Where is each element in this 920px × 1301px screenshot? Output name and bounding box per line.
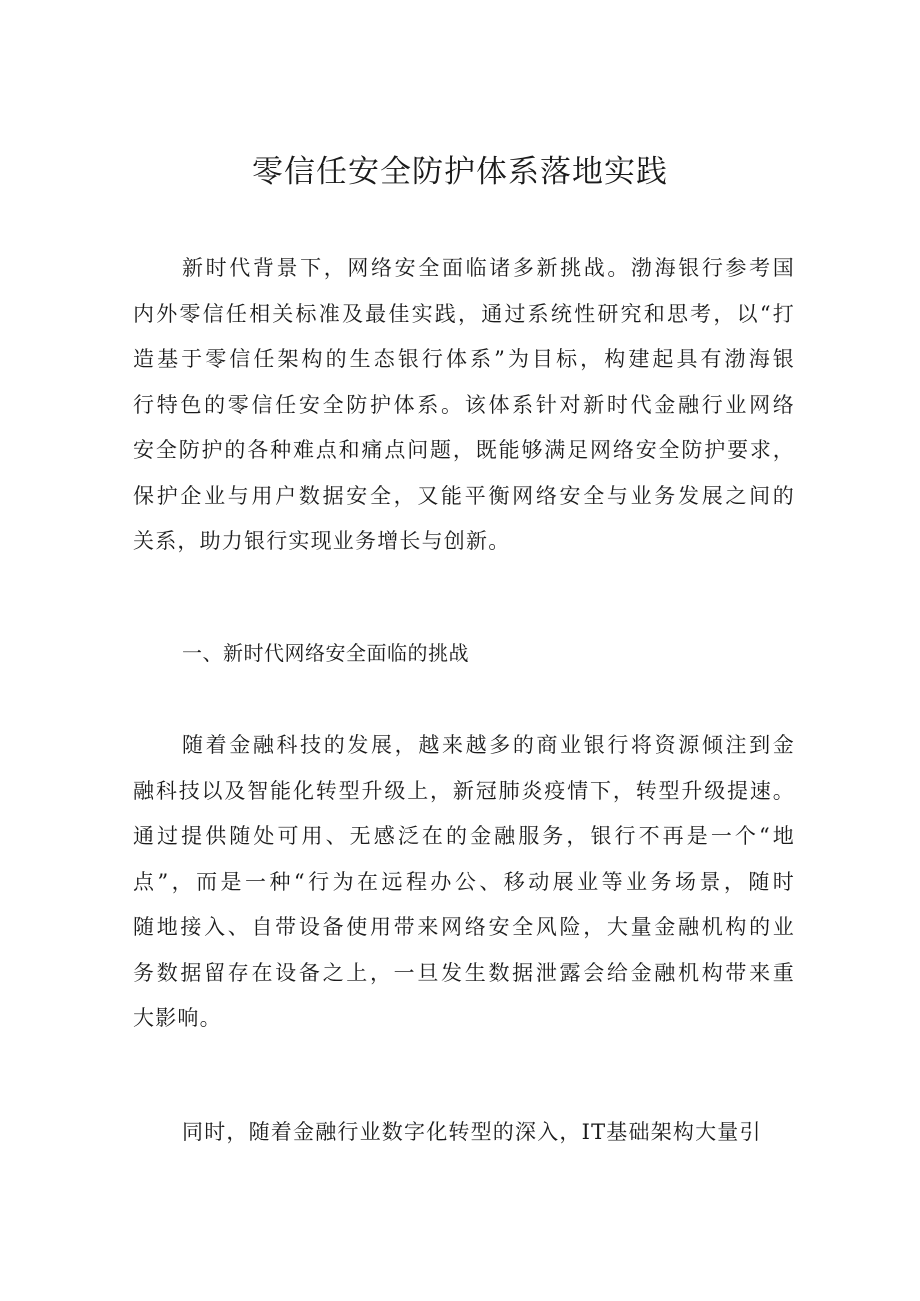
section1-paragraph-2 — [133, 1110, 795, 1156]
paragraph-line: 新时代背景下，网络安全面临诸多新挑战。渤海银行参考国 — [182, 256, 795, 280]
section1-paragraph-1 — [133, 723, 795, 1042]
paragraph-line: 安全防护的各种难点和痛点问题，既能够满足网络安全防护要求， — [133, 438, 795, 462]
paragraph-line: 随着金融科技的发展，越来越多的商业银行将资源倾注到金 — [182, 733, 795, 757]
paragraph-line: 随地接入、自带设备使用带来网络安全风险，大量金融机构的业 — [133, 915, 795, 939]
paragraph-line: 通过提供随处可用、无感泛在的金融服务，银行不再是一个“地 — [133, 824, 795, 848]
paragraph-line: 造基于零信任架构的生态银行体系”为目标，构建起具有渤海银 — [133, 347, 795, 371]
paragraph-line: 行特色的零信任安全防护体系。该体系针对新时代金融行业网络 — [133, 392, 795, 417]
section-heading: 一、新时代网络安全面临的挑战 — [182, 641, 469, 665]
paragraph-line: 大影响。 — [133, 1006, 222, 1030]
paragraph-line: 务数据留存在设备之上，一旦发生数据泄露会给金融机构带来重 — [133, 960, 795, 985]
paragraph-line: 点”，而是一种“行为在远程办公、移动展业等业务场景，随时 — [133, 869, 795, 894]
paragraph-line: 关系，助力银行实现业务增长与创新。 — [133, 529, 511, 553]
intro-paragraph — [133, 246, 795, 565]
paragraph-line: 同时，随着金融行业数字化转型的深入，IT基础架构大量引 — [182, 1120, 762, 1144]
paragraph-line: 融科技以及智能化转型升级上，新冠肺炎疫情下，转型升级提速。 — [133, 778, 795, 803]
paragraph-line: 内外零信任相关标准及最佳实践，通过系统性研究和思考，以“打 — [133, 301, 795, 326]
paragraph-line: 保护企业与用户数据安全，又能平衡网络安全与业务发展之间的 — [133, 483, 795, 508]
document-title: 零信任安全防护体系落地实践 — [252, 154, 668, 190]
